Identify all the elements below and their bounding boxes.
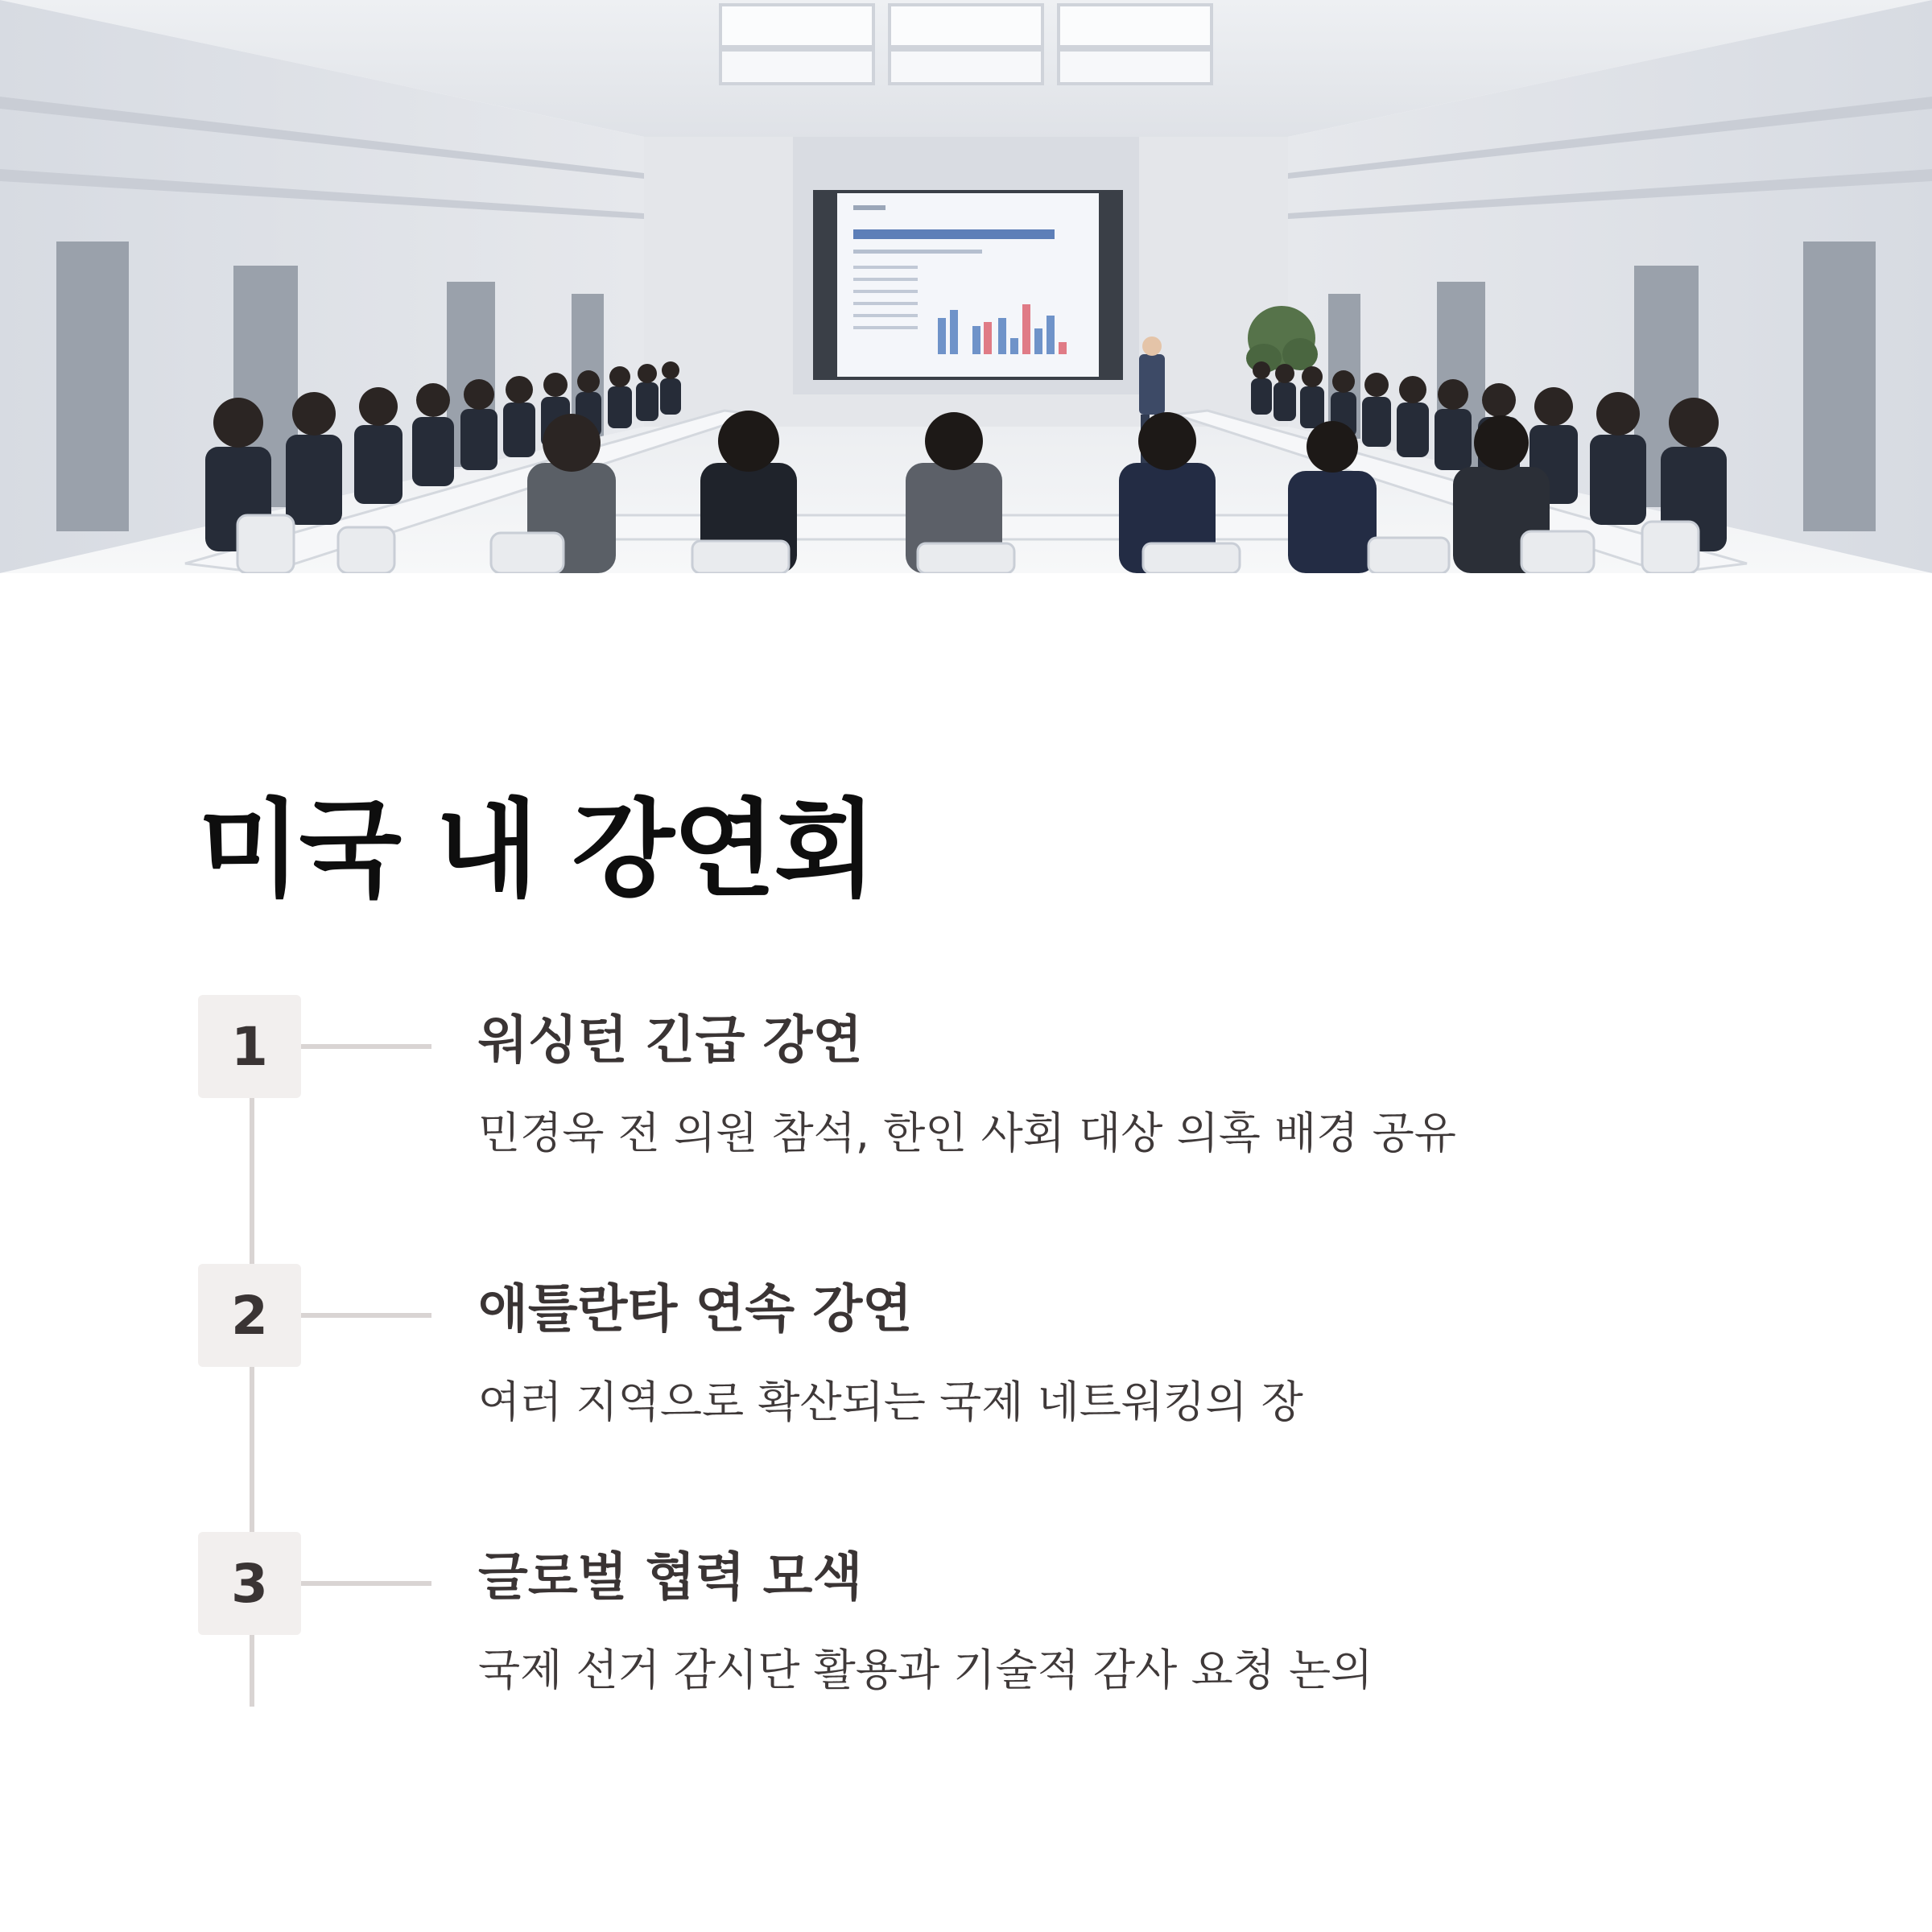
step-title: 워싱턴 긴급 강연	[478, 1011, 863, 1071]
step-description: 여러 지역으로 확산되는 국제 네트워킹의 장	[478, 1377, 1303, 1427]
step-connector	[301, 1044, 431, 1049]
step-title: 글로벌 협력 모색	[478, 1548, 863, 1608]
timeline-step-2	[198, 1264, 1728, 1441]
page-title: 미국 내 강연회	[198, 788, 875, 912]
step-number-badge: 1	[198, 995, 301, 1098]
step-connector	[301, 1581, 431, 1586]
timeline-step-3	[198, 1532, 1728, 1709]
step-title: 애틀란타 연속 강연	[478, 1280, 913, 1340]
hero-image	[0, 0, 1932, 573]
step-connector	[301, 1313, 431, 1318]
conference-room-illustration	[0, 0, 1932, 573]
step-number-badge: 3	[198, 1532, 301, 1635]
step-number-badge: 2	[198, 1264, 301, 1367]
step-description: 국제 선거 감시단 활용과 기술적 감사 요청 논의	[478, 1645, 1373, 1695]
timeline-step-1	[198, 995, 1728, 1172]
step-description: 민경욱 전 의원 참석, 한인 사회 대상 의혹 배경 공유	[478, 1108, 1456, 1158]
